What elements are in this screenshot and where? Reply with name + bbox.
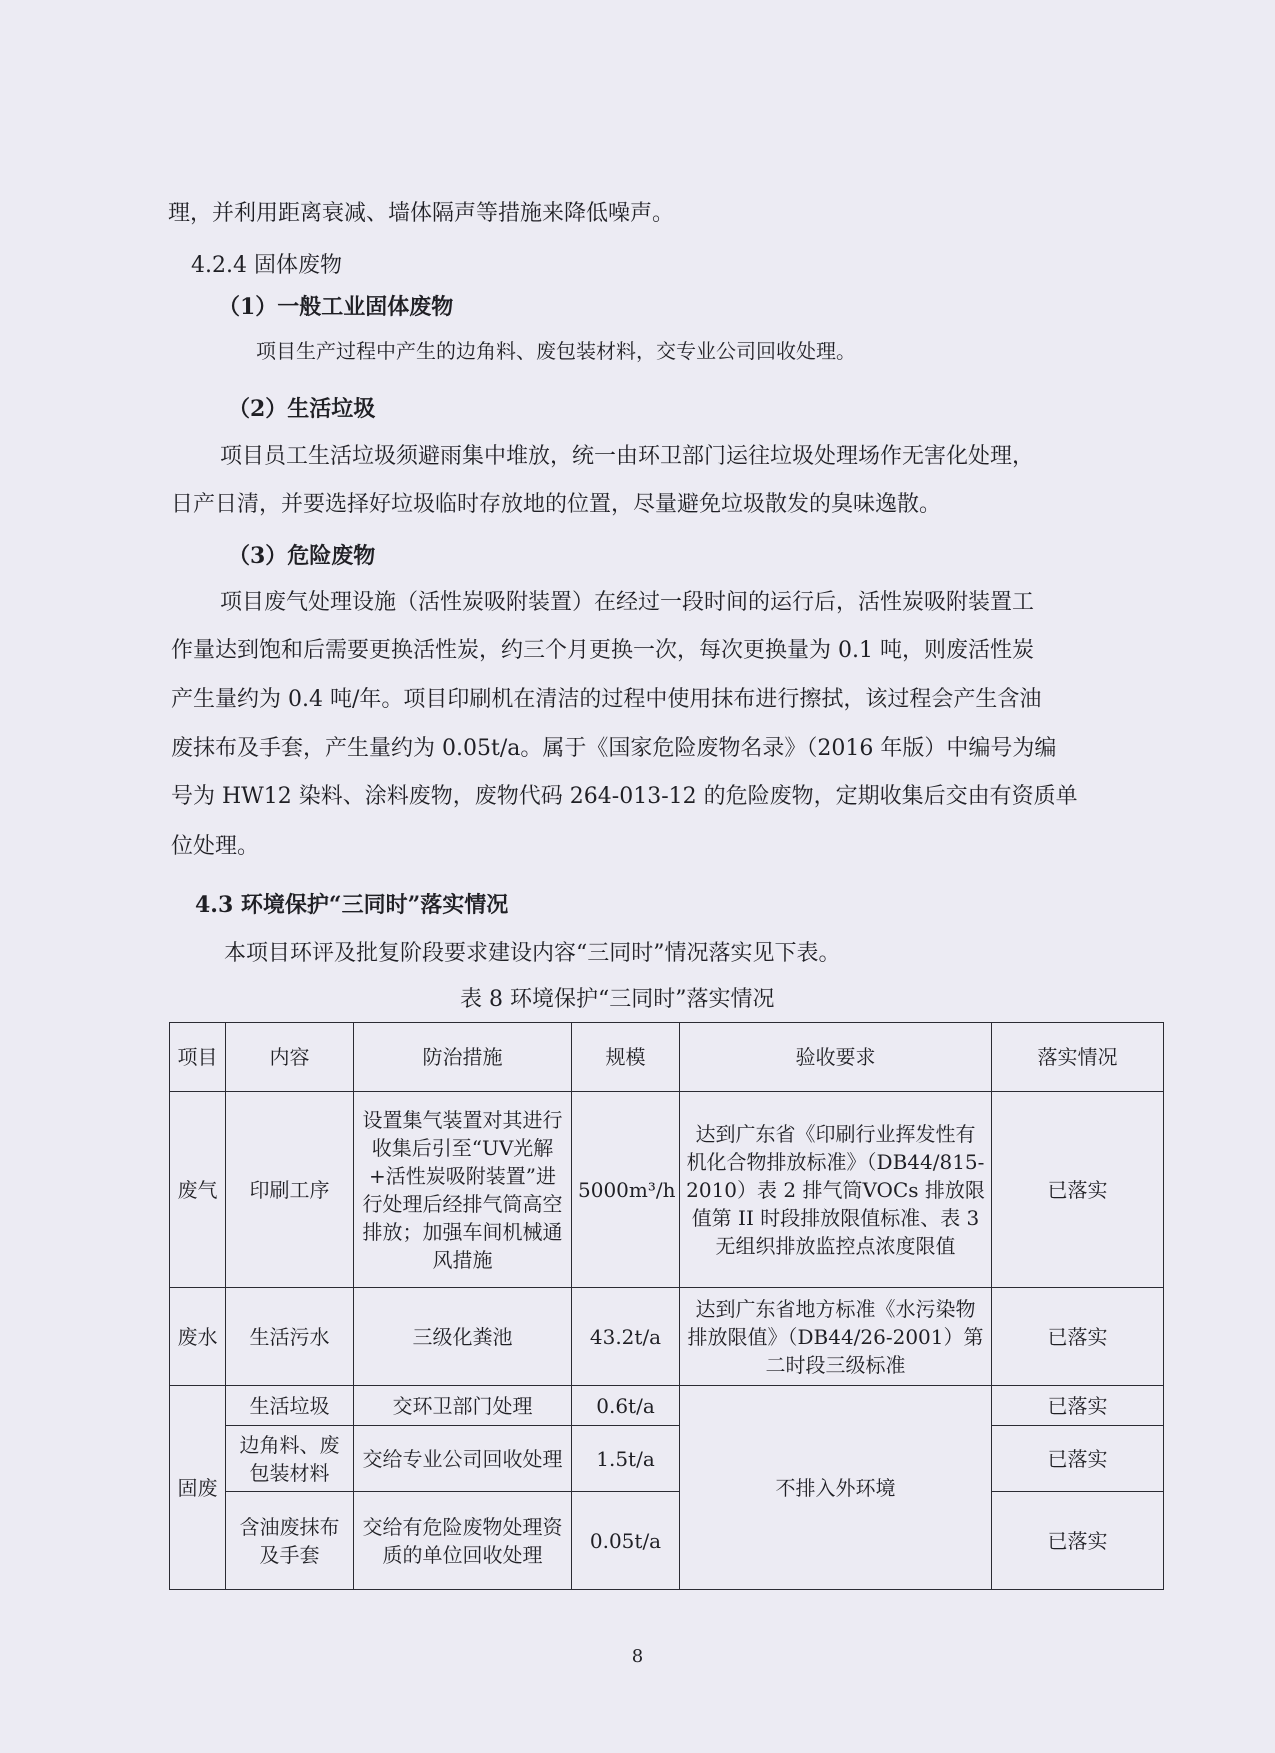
table-row [170, 1092, 1164, 1288]
paragraph-hazardous-5: 号为 HW12 染料、涂料废物，废物代码 264-013-12 的危险废物，定期收集后交由有资质单 [171, 784, 1078, 809]
cell-status: 已落实 [992, 1386, 1164, 1426]
cell-status: 已落实 [992, 1288, 1164, 1386]
header-content: 内容 [226, 1023, 354, 1092]
cell-measure: 交给专业公司回收处理 [354, 1426, 572, 1492]
cell-measure: 交环卫部门处理 [354, 1386, 572, 1426]
cell-measure: 三级化粪池 [354, 1288, 572, 1386]
paragraph-table-intro: 本项目环评及批复阶段要求建设内容“三同时”情况落实见下表。 [224, 941, 841, 966]
table-header-row [170, 1023, 1164, 1092]
subheading-hazardous-waste: （3）危险废物 [228, 543, 376, 569]
section-heading-4-2-4: 4.2.4 固体废物 [191, 253, 342, 278]
paragraph-domestic-garbage-2: 日产日清，并要选择好垃圾临时存放地的位置，尽量避免垃圾散发的臭味逸散。 [171, 492, 942, 517]
paragraph-hazardous-3: 产生量约为 0.4 吨/年。项目印刷机在清洁的过程中使用抹布进行擦拭，该过程会产生含油 [171, 687, 1042, 712]
table-caption: 表 8 环境保护“三同时”落实情况 [460, 987, 775, 1012]
subheading-general-solid-waste: （1）一般工业固体废物 [218, 294, 454, 320]
cell-content: 含油废抹布及手套 [226, 1492, 354, 1590]
header-item: 项目 [170, 1023, 226, 1092]
cell-content: 边角料、废包装材料 [226, 1426, 354, 1492]
cell-content: 生活污水 [226, 1288, 354, 1386]
cell-status: 已落实 [992, 1092, 1164, 1288]
paragraph-noise-end: 理，并利用距离衰减、墙体隔声等措施来降低噪声。 [168, 201, 675, 226]
page-number: 8 [631, 1646, 644, 1667]
cell-requirement: 不排入外环境 [680, 1386, 992, 1590]
section-heading-4-3: 4.3 环境保护“三同时”落实情况 [195, 892, 509, 918]
table-row [170, 1426, 1164, 1492]
header-requirement: 验收要求 [680, 1023, 992, 1092]
header-measure: 防治措施 [354, 1023, 572, 1092]
paragraph-hazardous-6: 位处理。 [171, 834, 260, 859]
group-waste-water: 废水 [170, 1288, 226, 1386]
three-simultaneous-table [169, 1022, 1164, 1590]
header-status: 落实情况 [992, 1023, 1164, 1092]
paragraph-hazardous-4: 废抹布及手套，产生量约为 0.05t/a。属于《国家危险废物名录》（2016 年版）中编号为编 [171, 736, 1057, 761]
paragraph-general-solid-waste: 项目生产过程中产生的边角料、废包装材料，交专业公司回收处理。 [256, 339, 856, 363]
cell-status: 已落实 [992, 1426, 1164, 1492]
cell-measure: 交给有危险废物处理资质的单位回收处理 [354, 1492, 572, 1590]
subheading-domestic-garbage: （2）生活垃圾 [228, 396, 376, 422]
cell-content: 印刷工序 [226, 1092, 354, 1288]
cell-requirement: 达到广东省《印刷行业挥发性有机化合物排放标准》（DB44/815-2010）表 2 排气筒VOCs 排放限值第 II 时段排放限值标准、表 3 无组织排放监控点浓度限值 [680, 1092, 992, 1288]
table-row [170, 1492, 1164, 1590]
group-solid-waste: 固废 [170, 1386, 226, 1590]
cell-measure: 设置集气装置对其进行收集后引至“UV光解+活性炭吸附装置”进行处理后经排气筒高空排放；加强车间机械通风措施 [354, 1092, 572, 1288]
cell-content: 生活垃圾 [226, 1386, 354, 1426]
paragraph-hazardous-1: 项目废气处理设施（活性炭吸附装置）在经过一段时间的运行后，活性炭吸附装置工 [220, 590, 1035, 615]
cell-requirement: 达到广东省地方标准《水污染物排放限值》（DB44/26-2001）第二时段三级标准 [680, 1288, 992, 1386]
table-row [170, 1386, 1164, 1426]
cell-scale: 43.2t/a [572, 1288, 680, 1386]
cell-scale: 0.05t/a [572, 1492, 680, 1590]
cell-scale: 5000m³/h [572, 1092, 680, 1288]
table-row [170, 1288, 1164, 1386]
group-exhaust-gas: 废气 [170, 1092, 226, 1288]
cell-status: 已落实 [992, 1492, 1164, 1590]
cell-scale: 0.6t/a [572, 1386, 680, 1426]
cell-scale: 1.5t/a [572, 1426, 680, 1492]
header-scale: 规模 [572, 1023, 680, 1092]
paragraph-domestic-garbage-1: 项目员工生活垃圾须避雨集中堆放，统一由环卫部门运往垃圾处理场作无害化处理， [220, 444, 1035, 469]
paragraph-hazardous-2: 作量达到饱和后需要更换活性炭，约三个月更换一次，每次更换量为 0.1 吨，则废活性炭 [171, 638, 1034, 663]
